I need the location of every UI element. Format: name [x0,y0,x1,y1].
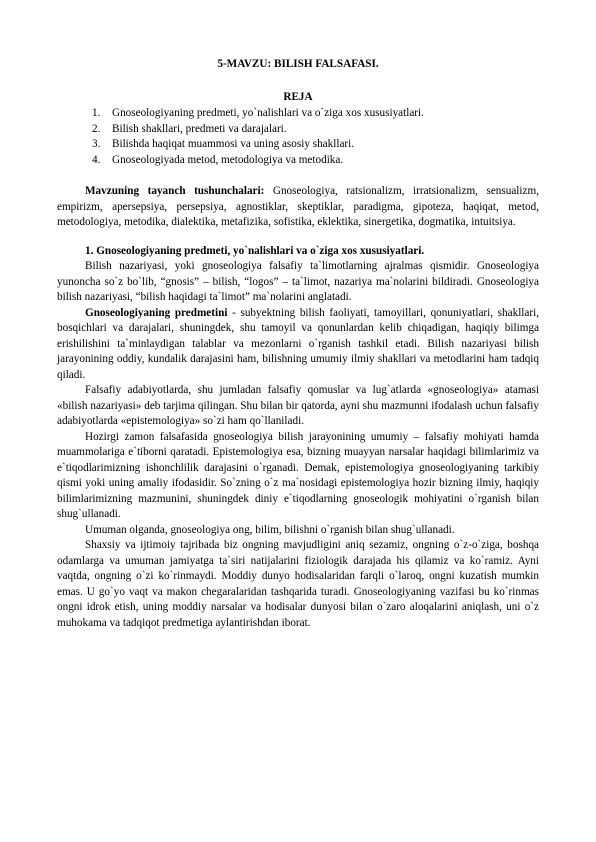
body-paragraph: Hozirgi zamon falsafasida gnoseologiya bilish jarayonining umumiy – falsafiy mohiyati hamda muammolariga e`tiborni qaratadi. Epistemologiya esa, bizning muayyan narsalar haqidagi bilimlarimiz va e`tiqodlarimizning ishonchlilik darajasini o`rganadi. Demak, epistemologiya gnoseologiyaning tarkibiy qismi yoki uning amaliy ifodasidir. So`zning o`z ma`nosidagi epistemologiya hozir bizning ilmiy, haqiqiy bilimlarimizning mazmunini, shuningdek diniy e`tiqodlarning gnoseologik mohiyatini o`rganish bilan shug`ullanadi. [57,430,539,520]
plan-heading: REJA [283,91,313,103]
key-terms-label: Mavzuning tayanch tushunchalari: [85,185,265,197]
key-terms-paragraph [57,184,539,231]
plan-list [92,106,424,168]
body-paragraph: Bilish nazariyasi, yoki gnoseologiya falsafiy ta`limotlarning ajralmas qismidir. Gnoseologiya yunoncha so`z bo`lib, “gnosis” – bilish, “logos” – ta`limot, nazariya ma`nolarini bildiradi. Gnoseologiya bilish nazariyasi, “bilish haqidagi ta`limot” ma`nolarini anglatadi. [57,260,539,303]
plan-item-number: 2. [92,122,101,135]
plan-item-number: 3. [92,138,101,150]
plan-item-text: Gnoseologiyaning predmeti, yo`nalishlari va o`ziga xos xususiyatlari. [112,107,424,119]
plan-item [92,106,424,122]
page-title: 5-MAVZU: BILISH FALSAFASI. [217,58,379,70]
key-terms-text: Gnoseologiya, ratsionalizm, irratsionalizm, sensualizm, empirizm, apersepsiya, persepsiya, agnostiklar, skeptiklar, paradigma, gipoteza, haqiqat, metod, metodologiya, metodika, dialektika, metafizika, sofistika, eklektika, sinergetika, dogmatika, intuitsiya. [57,185,539,228]
plan-item-number: 1. [92,107,101,119]
plan-item [92,153,424,169]
body-paragraph: Falsafiy adabiyotlarda, shu jumladan falsafiy qomuslar va lug`atlarda «gnoseologiya» atamasi «bilish nazariyasi» deb tarjima qilingan. Shu bilan bir qatorda, ayni shu mazmunni ifodalash uchun falsafiy adabiyotlarda «epistemologiya» so`zi ham qo`llaniladi. [57,384,539,427]
body-paragraph [57,306,539,384]
plan-item-text: Gnoseologiyada metod, metodologiya va metodika. [112,153,344,166]
plan-item-text: Bilish shakllari, predmeti va darajalari. [112,122,287,135]
bold-term: Gnoseologiyaning predmetini [85,306,228,319]
paragraph-text: - subyektning bilish faoliyati, tamoyillari, qonuniyatlari, shakllari, bosqichlari va darajalari, shuningdek, shu tamoyil va qonunlardan kelib chiqadigan, haqiqiy bilimga erishilishini ta`minlaydigan talablar va mezonlarni o`rganish tashkil etadi. Bilish nazariyasi bilish jarayonining oddiy, kundalik darajasini ham, bilishning umumiy ilmiy shakllari va metodlarini ham tadqiq qiladi. [57,306,540,381]
body-paragraph: Umuman olganda, gnoseologiya ong, bilim, bilishni o`rganish bilan shug`ullanadi. [85,523,455,536]
plan-item-text: Bilishda haqiqat muammosi va uning asosiy shakllari. [112,138,355,150]
body-paragraph: Shaxsiy va ijtimoiy tajribada biz ongning mavjudligini aniq sezamiz, ongning o`z-o`ziga, boshqa odamlarga va umuman jamiyatga ta`siri natijalarini fiziologik darajada his qilamiz va ko`ramiz. Ayni vaqtda, ongning o`zi ko`rinmaydi. Moddiy dunyo hodisalaridan farqli o`laroq, ongni kuzatish mumkin emas. U go`yo vaqt va makon chegaralaridan tashqarida turadi. Gnoseologiyaning vazifasi bu ko`rinmas ongni idrok etish, uning moddiy narsalar va hodisalar dunyosi bilan o`zaro aloqalarini aniqlash, uni o`z muhokama va tadqiqot predmetiga aylantirishdan iborat. [57,539,539,629]
plan-item-number: 4. [92,153,101,166]
document-body [57,184,539,631]
plan-item [92,122,424,138]
section-heading: 1. Gnoseologiyaning predmeti, yo`nalishlari va o`ziga xos xususiyatlari. [85,244,425,257]
plan-item [92,137,424,153]
